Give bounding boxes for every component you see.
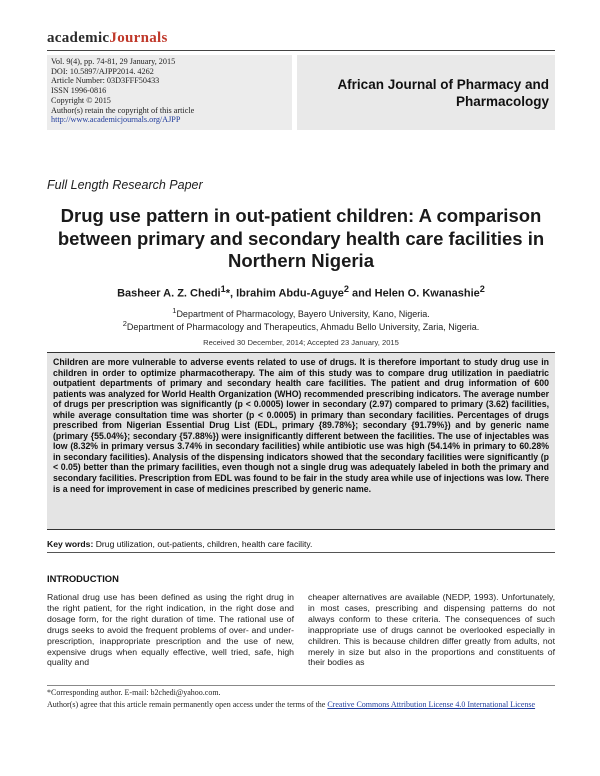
license-link[interactable]: Creative Commons Attribution License 4.0 International License [327, 700, 536, 709]
affiliation-2 [47, 319, 555, 332]
received-dates: Received 30 December, 2014; Accepted 23 January, 2015 [203, 338, 399, 347]
author-affiliation-mark: 2 [343, 284, 349, 294]
paper-type: Full Length Research Paper [47, 178, 203, 192]
introduction-column-left: Rational drug use has been defined as using the right drug in the right patient, for the right indication, in the right dose and dosage form, for the right duration of time. The rational use of drugs seeks to avoid the frequent problems of over- and under-prescription, inappropriate prescription and the use of new, expensive drugs when equally effective, well tried, safe, high quality and [47, 592, 294, 668]
header-rule [47, 50, 555, 51]
author-affiliation-mark: 1 [220, 284, 226, 294]
journal-url-link[interactable]: http://www.academicjournals.org/AJPP [51, 115, 181, 125]
meta-line: ISSN 1996-0816 [51, 86, 107, 96]
keywords [47, 539, 555, 549]
affiliation-mark: 2 [122, 319, 127, 328]
corresponding-author-note: *Corresponding author. E-mail: b2chedi@yahoo.com. [47, 688, 221, 697]
keywords-text: Drug utilization, out-patients, children, health care facility. [95, 539, 313, 549]
author-separator: and [348, 287, 375, 300]
paper-title: Drug use pattern in out-patient children: A comparison between primary and secondary health care facilities in Northern Nigeria [57, 205, 545, 271]
section-heading-introduction: INTRODUCTION [47, 573, 119, 584]
meta-line: Vol. 9(4), pp. 74-81, 29 January, 2015 [51, 57, 176, 66]
author-name: Basheer A. Z. Chedi [117, 287, 221, 300]
footnote-rule [47, 685, 555, 686]
meta-line: Author(s) retain the copyright of this article [51, 105, 195, 115]
affiliation-text: Department of Pharmacology and Therapeutics, Ahmadu Bello University, Zaria, Nigeria. [126, 322, 480, 332]
affiliation-1 [47, 306, 555, 319]
license-text: Author(s) agree that this article remain permanently open access under the terms of the [47, 700, 328, 709]
journal-name-line1: African Journal of Pharmacy and [337, 76, 549, 92]
author-list [47, 284, 555, 300]
author-name: Helen O. Kwanashie [374, 287, 480, 300]
keywords-label: Key words: [47, 539, 94, 549]
publisher-logo-part1: academic [47, 30, 110, 46]
meta-line: Copyright © 2015 [51, 95, 111, 105]
author-name: Ibrahim Abdu-Aguye [236, 287, 344, 300]
author-separator: , [229, 287, 237, 300]
article-meta [47, 55, 292, 130]
author-affiliation-mark: 2 [479, 284, 485, 294]
abstract: Children are more vulnerable to adverse events related to use of drugs. It is therefore important to study drug use in children in order to optimize pharmacotherapy. The aim of this study was to compare drug utilization in paediatric outpatient departments of primary and secondary health care facilities. The patient and drug information of 600 patients was analyzed for World Health Organization (WHO) recommended prescribing indicators. The average number of drugs per prescription was significantly (p < 0.0005) lower in secondary (2.97) compared to primary (3.62) facilities, while average consultation time was shorter (p < 0.0005) in primary than secondary facilities. Percentages of drugs prescribed from Nigerian Essential Drug List (EDL, primary {89.78%}; secondary {91.79%}) and by generic name (primary {55.04%}; secondary {57.88%}) were insignificantly different between the facilities. The use of injectables was low (8.32% in primary versus 3.74% in secondary facilities) while antibiotic use was high (54.14% in primary to 60.28% in secondary facilities). Analysis of the dispensing indicators showed that the secondary facilities were significantly (p < 0.05) better than the primary facilities, even though not a single drug was adequately labeled in both the primary and secondary facilities. Prescription from EDL was found to be fair in the study area while use of injections was low. There is a need for improvement in case of medicines prescribed by generic name. [47, 352, 555, 530]
license-note [47, 700, 555, 711]
meta-line: Article Number: 03D3FFF50433 [51, 76, 160, 86]
journal-name [297, 55, 555, 130]
publisher-logo-part2: Journals [109, 30, 168, 46]
corresponding-mark: * [225, 287, 230, 300]
meta-line: DOI: 10.5897/AJPP2014. 4262 [51, 66, 154, 76]
publisher-logo [47, 30, 168, 47]
introduction-column-right: cheaper alternatives are available (NEDP, 1993). Unfortunately, in most cases, prescribing and dispensing patterns do not always conform to these criteria. The consequences of such inappropriate use of drugs cannot be overlooked especially in children. This is because children differ greatly from adults, not merely in size but also in the proportions and constituents of their bodies as [308, 592, 555, 668]
affiliation-text: Department of Pharmacology, Bayero University, Kano, Nigeria. [176, 309, 430, 319]
journal-name-line2: Pharmacology [455, 93, 549, 109]
affiliation-mark: 1 [172, 306, 177, 315]
keywords-rule [47, 552, 555, 553]
